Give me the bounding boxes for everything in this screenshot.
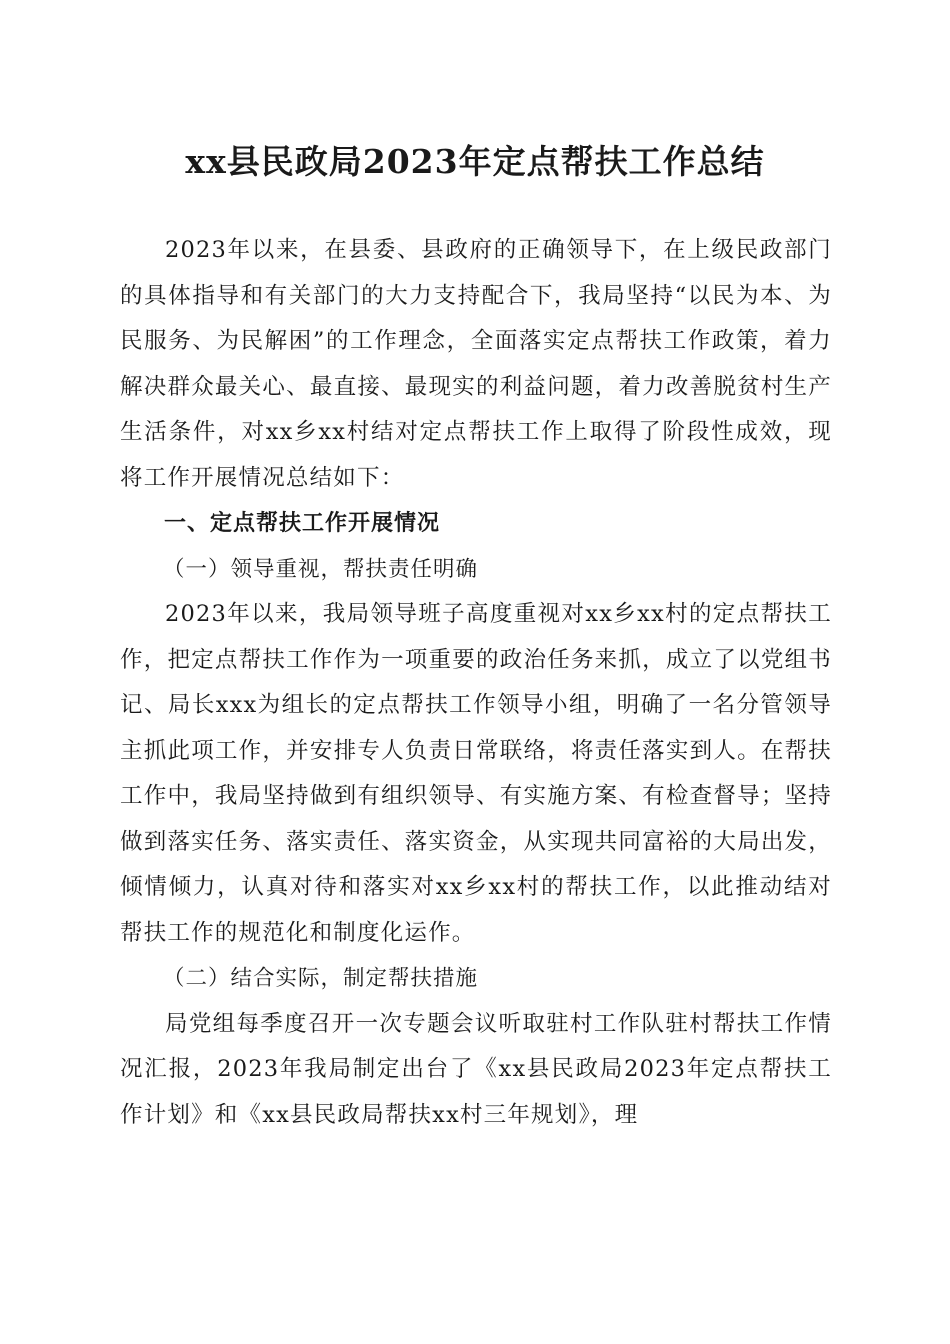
document-title: xx县民政局2023年定点帮扶工作总结: [185, 142, 765, 181]
subsection-heading-2: （二）结合实际，制定帮扶措施: [163, 966, 479, 991]
section-heading-1: 一、定点帮扶工作开展情况: [164, 511, 441, 536]
subsection-1-paragraph: 2023年以来，我局领导班子高度重视对xx乡xx村的定点帮扶工作，把定点帮扶工作作为一项重要的政治任务来抓，成立了以党组书记、局长xxx为组长的定点帮扶工作领导小组，明确了一名分管领导主抓此项工作，并安排专人负责日常联络，将责任落实到人。在帮扶工作中，我局坚持做到有组织领导、有实施方案、有检查督导；坚持做到落实任务、落实责任、落实资金，从实现共同富裕的大局出发，倾情倾力，认真对待和落实对xx乡xx村的帮扶工作，以此推动结对帮扶工作的规范化和制度化运作。: [120, 601, 832, 946]
subsection-2-paragraph: 局党组每季度召开一次专题会议听取驻村工作队驻村帮扶工作情况汇报，2023年我局制定出台了《xx县民政局2023年定点帮扶工作计划》和《xx县民政局帮扶xx村三年规划》，理: [120, 1010, 832, 1128]
subsection-heading-1: （一）领导重视，帮扶责任明确: [163, 556, 479, 582]
intro-paragraph: 2023年以来，在县委、县政府的正确领导下，在上级民政部门的具体指导和有关部门的大力支持配合下，我局坚持“以民为本、为民服务、为民解困”的工作理念，全面落实定点帮扶工作政策，着力解决群众最关心、最直接、最现实的利益问题，着力改善脱贫村生产生活条件，对xx乡xx村结对定点帮扶工作上取得了阶段性成效，现将工作开展情况总结如下：: [120, 237, 832, 491]
document-body: [120, 228, 832, 1138]
